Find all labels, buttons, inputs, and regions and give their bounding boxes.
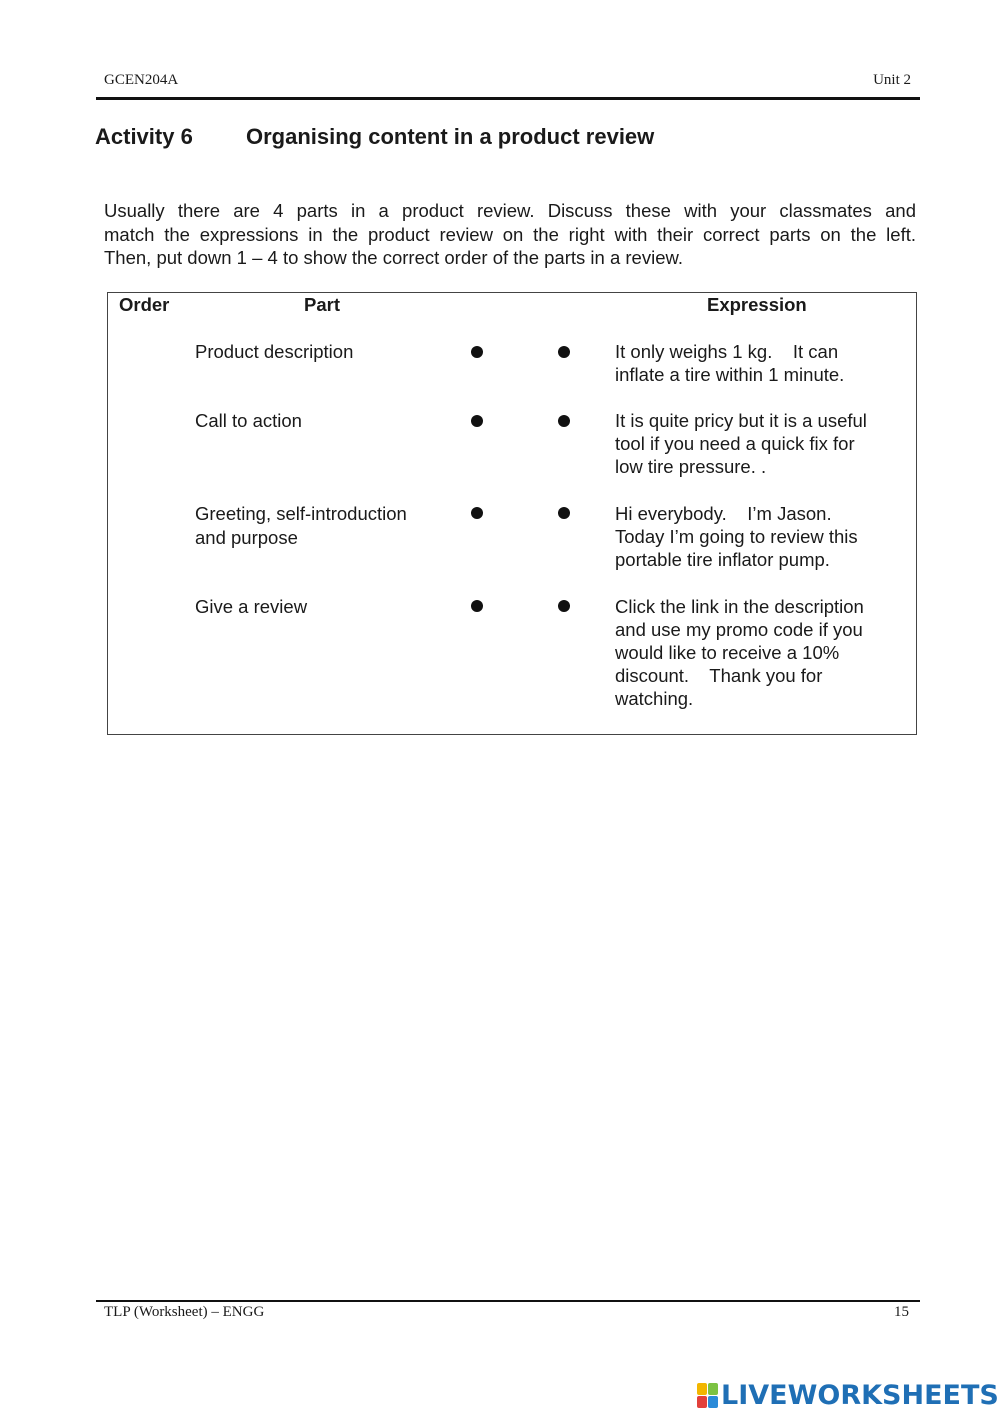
footer-label: TLP (Worksheet) – ENGG xyxy=(104,1304,265,1320)
unit-label: Unit 2 xyxy=(873,72,911,88)
header-expression: Expression xyxy=(707,294,807,315)
liveworksheets-logo-icon xyxy=(697,1382,719,1408)
part-item xyxy=(195,340,445,364)
part-label: Give a review xyxy=(195,596,308,617)
part-label: Greeting, self-introduction xyxy=(195,503,407,524)
expression-line: Click the link in the description xyxy=(615,596,864,617)
activity-number: Activity 6 xyxy=(95,124,193,149)
expression-line: low tire pressure. . xyxy=(615,456,767,477)
expression-line: watching. xyxy=(615,688,694,709)
instruction-line: Then, put down 1 – 4 to show the correct order of the parts in a review. xyxy=(104,247,683,268)
part-match-dot[interactable] xyxy=(471,415,483,427)
expression-item xyxy=(615,502,900,571)
expression-match-dot[interactable] xyxy=(558,346,570,358)
expression-line: Hi everybody. I’m Jason. xyxy=(615,503,832,524)
expression-line: Today I’m going to review this xyxy=(615,526,858,547)
expression-line: tool if you need a quick fix for xyxy=(615,433,855,454)
expression-line: inflate a tire within 1 minute. xyxy=(615,364,845,385)
expression-line: It is quite pricy but it is a useful xyxy=(615,410,867,431)
part-item xyxy=(195,595,445,619)
expression-item xyxy=(615,409,900,478)
page-header xyxy=(96,72,920,90)
instructions xyxy=(104,199,916,270)
instruction-line: match the expressions in the product review on the right with their correct parts on the left. xyxy=(104,223,916,245)
part-match-dot[interactable] xyxy=(471,507,483,519)
part-item xyxy=(195,409,445,433)
part-label: and purpose xyxy=(195,526,298,548)
part-label: Product description xyxy=(195,341,354,362)
header-rule xyxy=(96,97,920,100)
part-match-dot[interactable] xyxy=(471,600,483,612)
expression-item xyxy=(615,340,900,386)
expression-line: discount. Thank you for xyxy=(615,665,823,686)
page-number: 15 xyxy=(894,1304,909,1320)
liveworksheets-logo xyxy=(697,1378,999,1412)
expression-line: portable tire inflator pump. xyxy=(615,549,830,570)
expression-match-dot[interactable] xyxy=(558,507,570,519)
header-part: Part xyxy=(304,294,340,315)
expression-match-dot[interactable] xyxy=(558,600,570,612)
course-code: GCEN204A xyxy=(104,72,179,88)
footer-rule xyxy=(96,1300,920,1302)
expression-match-dot[interactable] xyxy=(558,415,570,427)
activity-title: Organising content in a product review xyxy=(246,124,655,149)
expression-line: would like to receive a 10% xyxy=(615,642,840,663)
brand-name: LIVEWORKSHEETS xyxy=(721,1379,999,1411)
expression-line: and use my promo code if you xyxy=(615,619,863,640)
part-item xyxy=(195,502,445,549)
expression-line: It only weighs 1 kg. It can xyxy=(615,341,839,362)
header-order: Order xyxy=(119,294,170,315)
part-label: Call to action xyxy=(195,410,302,431)
expression-item xyxy=(615,595,900,710)
part-match-dot[interactable] xyxy=(471,346,483,358)
instruction-line: Usually there are 4 parts in a product review. Discuss these with your classmates and xyxy=(104,200,916,221)
